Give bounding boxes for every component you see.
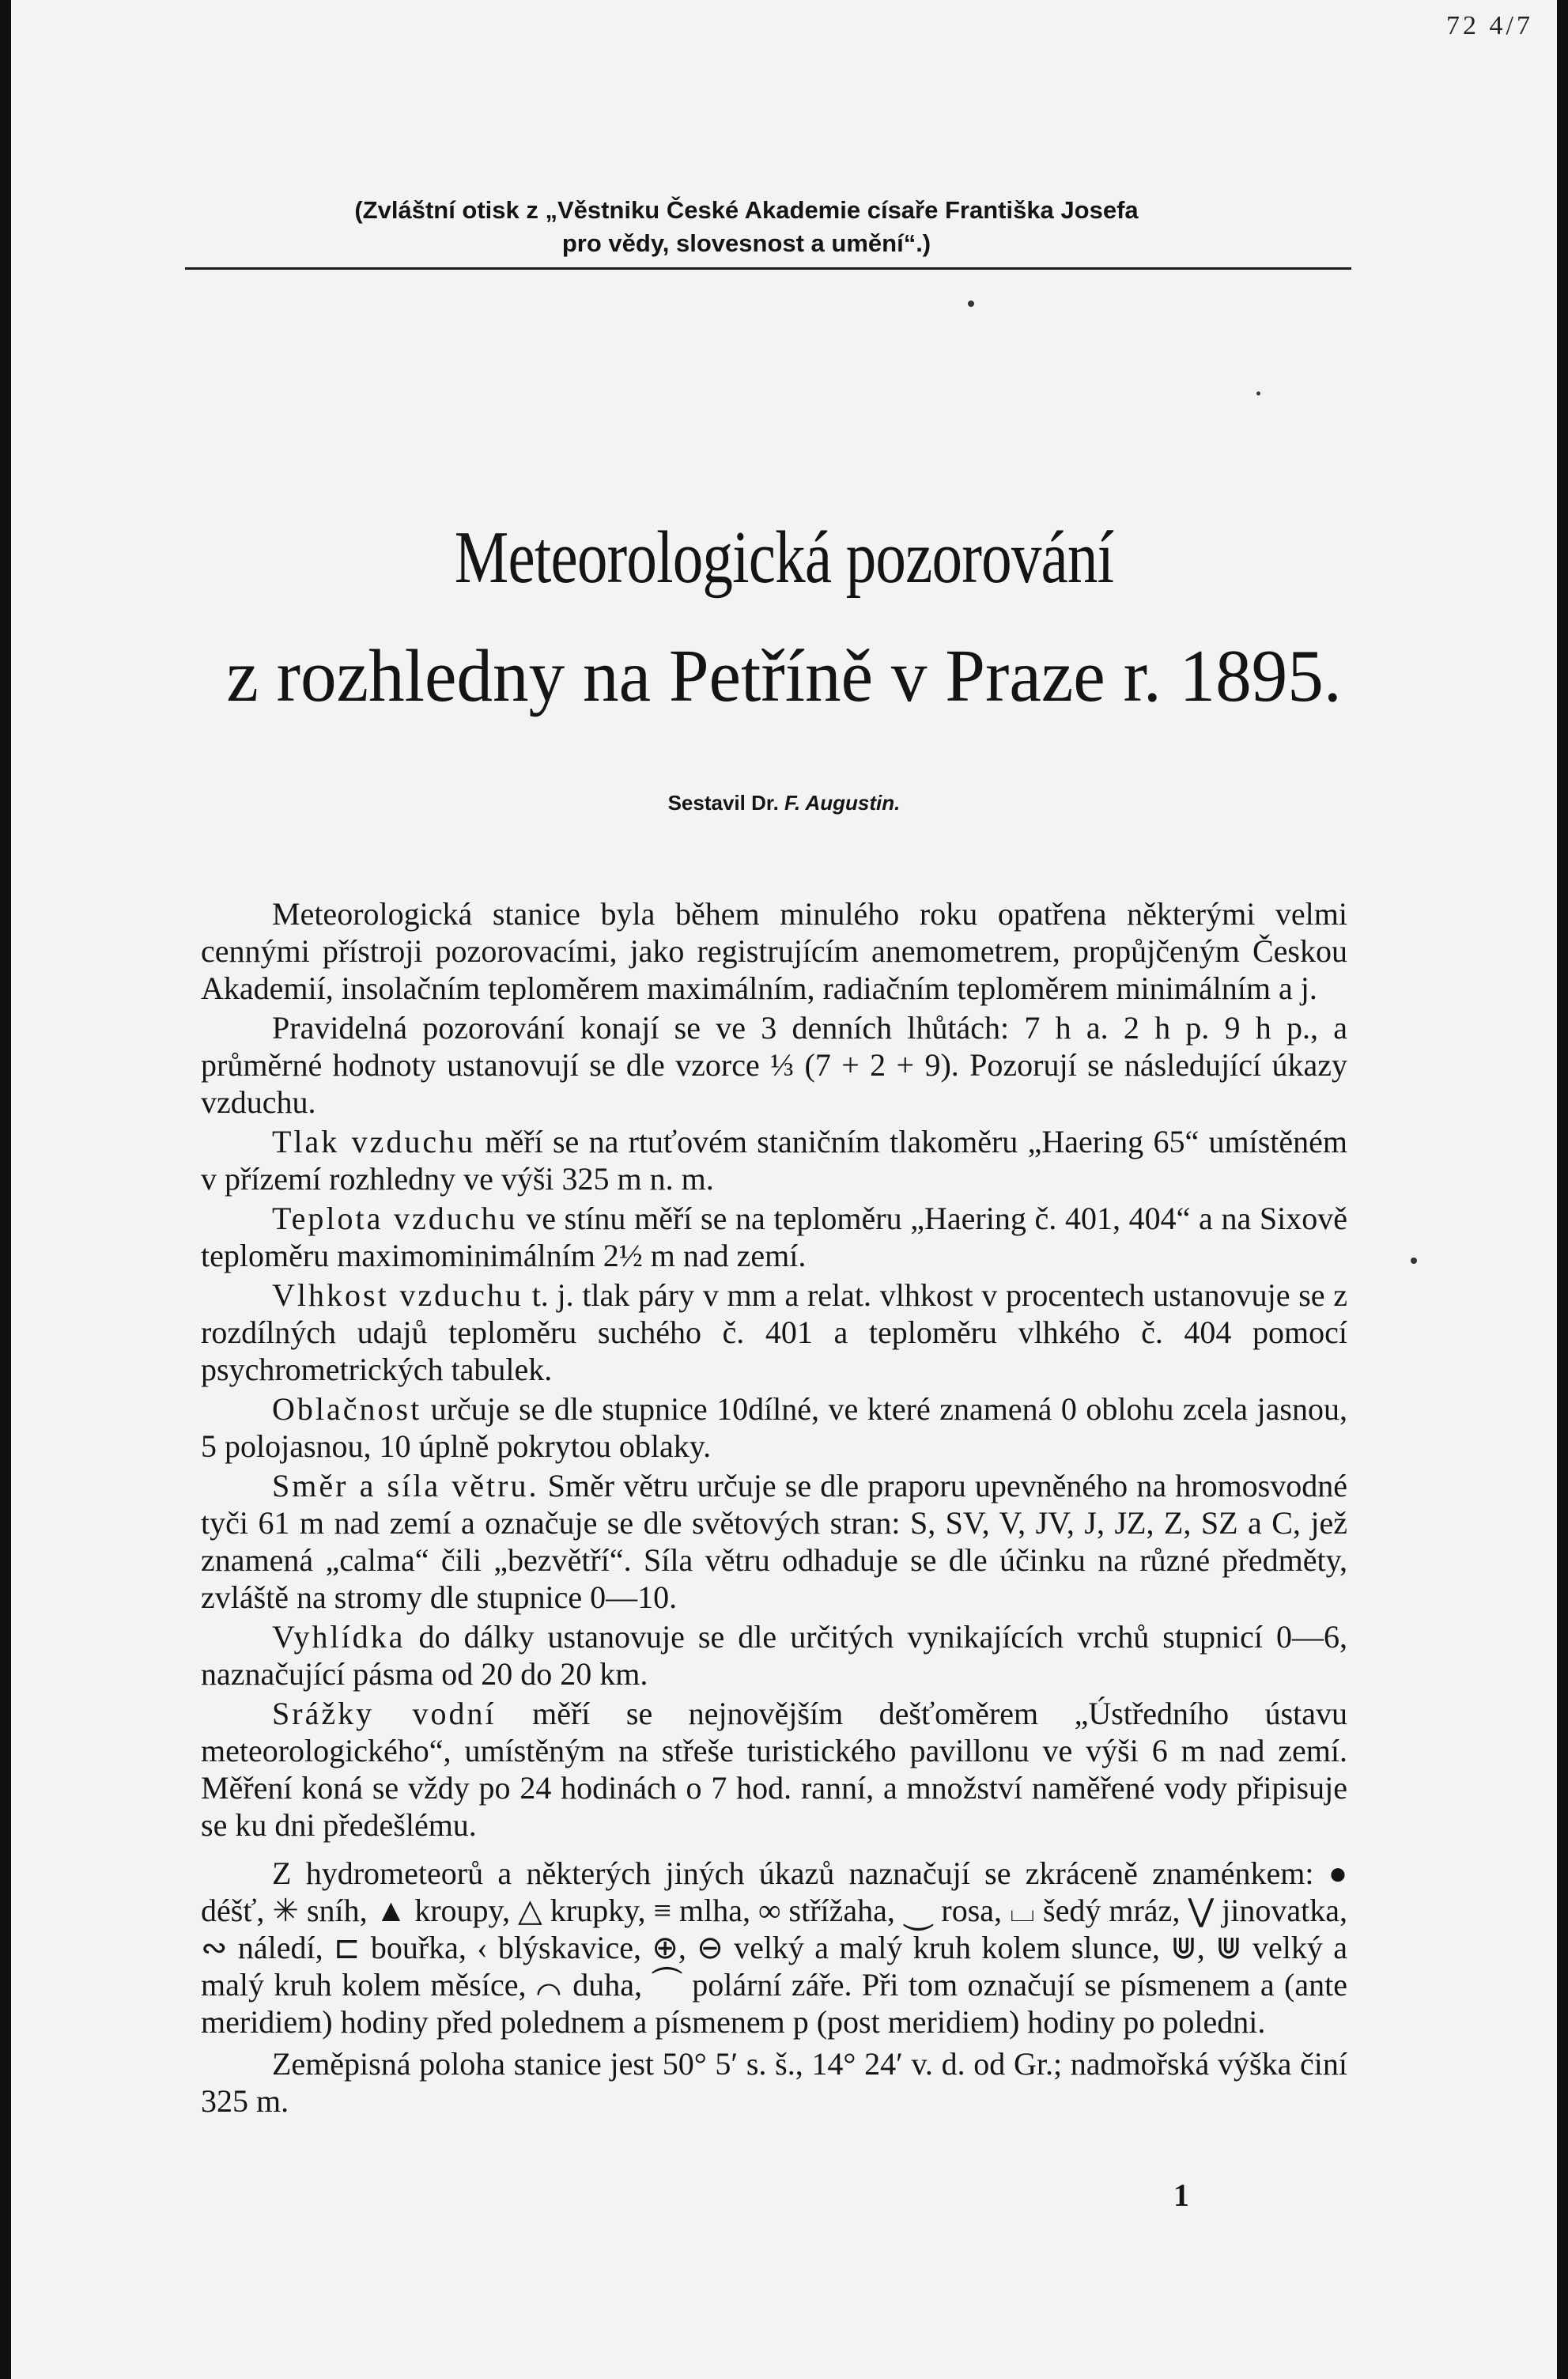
paragraph — [201, 1618, 1347, 1693]
paragraph-text: Zeměpisná poloha stanice jest 50° 5′ s. š., 14° 24′ v. d. od Gr.; nadmořská výška činí 325 m. — [201, 2046, 1347, 2119]
scan-speck — [1256, 391, 1260, 395]
paragraph-text: do dálky ustanovuje se dle určitých vynikajících vrchů stupnicí 0—6, naznačující pásma od 20 do 20 km. — [201, 1619, 1347, 1692]
scan-speck — [1411, 1258, 1417, 1264]
byline-author: F. Augustin. — [784, 791, 901, 815]
header-line-1: (Zvláštní otisk z „Věstniku České Akademie císaře Františka Josefa — [354, 196, 1139, 224]
paragraph-text: měří se nejnovějším dešťoměrem „Ústředního ústavu meteorologického“, umístěným na střeše turistického pavillonu ve výši 6 m nad zemí. Měření koná se vždy po 24 hodinách o 7 hod. ranní, a množství naměřené vody připisuje se ku dni předešlému. — [201, 1696, 1347, 1843]
offprint-header — [185, 194, 1308, 260]
paragraph-text: Meteorologická stanice byla během minulého roku opatřena některými velmi cennými přístroji pozorovacími, jako registrujícím anemometrem, propůjčeným Českou Akademií, insolačním teploměrem maximálním, radiačním teploměrem minimálním a j. — [201, 896, 1347, 1006]
byline-prefix: Sestavil Dr. — [667, 791, 779, 815]
paragraph — [201, 1467, 1347, 1616]
paragraph-text: Z hydrometeorů a některých jiných úkazů naznačují se zkráceně znaménkem: ● déšť, ✳ sníh, ▲ kroupy, △ krupky, ≡ mlha, ∞ střížaha, ⏝ rosa, ⌴ šedý mráz, ⋁ jinovatka, ∾ náledí, ⊏ bouřka, ‹ blýskavice, ⊕, ⊖ velký a malý kruh kolem slunce, ⋓, ⋓ velký a malý kruh kolem měsíce, ⌒ duha, ⏜ polární záře. Při tom označují se písmenem a (ante meridiem) hodiny před polednem a písmenem p (post meridiem) hodiny po poledni. — [201, 1855, 1347, 2040]
paragraph — [201, 1200, 1347, 1274]
paragraph — [201, 1276, 1347, 1388]
paragraph — [201, 895, 1347, 1007]
corner-mark: 72 4/7 — [1446, 11, 1533, 40]
paragraph-lead: Srážky vodní — [272, 1696, 497, 1731]
paragraph-text: Pravidelná pozorování konají se ve 3 denních lhůtách: 7 h a. 2 h p. 9 h p., a průměrné hodnoty ustanovují se dle vzorce ⅓ (7 + 2 + 9). Pozorují se následující úkazy vzduchu. — [201, 1010, 1347, 1120]
paragraph — [201, 1009, 1347, 1121]
header-line-2: pro vědy, slovesnost a umění“.) — [561, 229, 931, 257]
scan-speck — [968, 301, 974, 307]
paragraph-lead: Tlak vzduchu — [272, 1124, 476, 1159]
header-rule — [185, 267, 1351, 270]
paragraph — [201, 1390, 1347, 1465]
page-number: 1 — [1173, 2177, 1189, 2213]
paragraph — [201, 1123, 1347, 1197]
paragraph — [201, 1695, 1347, 1844]
paragraph — [201, 2045, 1347, 2120]
document-page — [11, 0, 1557, 2379]
byline — [11, 791, 1557, 815]
paragraph-lead: Směr a síla větru. — [272, 1468, 539, 1503]
paragraph — [201, 1855, 1347, 2040]
paragraph-text: t. j. tlak páry v mm a relat. vlhkost v procentech ustanovuje se z rozdílných udajů teploměru suchého č. 401 a teploměru vlhkého č. 404 pomocí psychrometrických tabulek. — [201, 1277, 1348, 1387]
title-line-1: Meteorologická pozorování — [454, 516, 1114, 599]
paragraph-lead: Oblačnost — [272, 1391, 422, 1427]
paragraph-lead: Vyhlídka — [272, 1619, 406, 1655]
paragraph-lead: Vlhkost vzduchu — [272, 1277, 523, 1313]
title-line-2: z rozhledny na Petříně v Praze r. 1895. — [226, 635, 1342, 717]
body-text — [201, 895, 1347, 2122]
paragraph-text: určuje se dle stupnice 10dílné, ve které znamená 0 oblohu zcela jasnou, 5 polojasnou, 10 úplně pokrytou oblaky. — [201, 1391, 1347, 1464]
paragraph-text: ve stínu měří se na teploměru „Haering č. 401, 404“ a na Sixově teploměru maximominimálním 2½ m nad zemí. — [201, 1201, 1347, 1273]
paragraph-text: měří se na rtuťovém staničním tlakoměru „Haering 65“ umístěném v přízemí rozhledny ve výši 325 m n. m. — [201, 1124, 1348, 1197]
paragraph-text: Směr větru určuje se dle praporu upevněného na hromosvodné tyči 61 m nad zemí a označuje se dle světových stran: S, SV, V, JV, J, JZ, Z, SZ a C, jež znamená „calma“ čili „bezvětří“. Síla větru odhaduje se dle účinku na různé předměty, zvláště na stromy dle stupnice 0—10. — [201, 1468, 1347, 1615]
paragraph-lead: Teplota vzduchu — [272, 1201, 518, 1236]
